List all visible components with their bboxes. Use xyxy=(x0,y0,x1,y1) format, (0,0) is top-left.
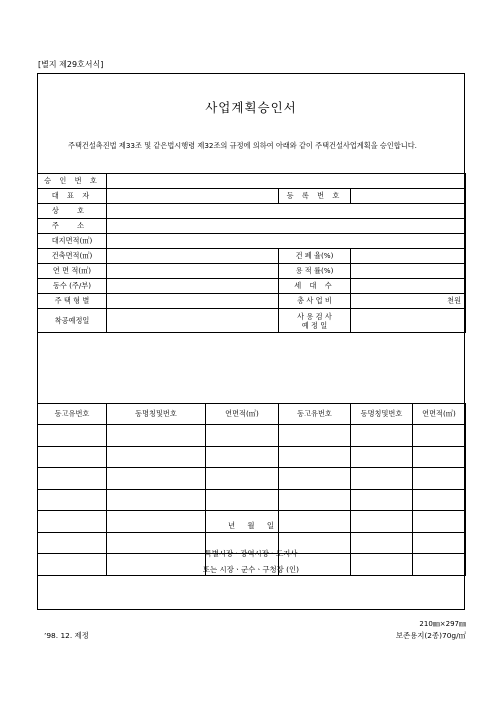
units-header: 동명칭및번호 xyxy=(107,404,206,425)
paper-size: 210㎜×297㎜ xyxy=(419,620,466,628)
unit-cell[interactable] xyxy=(206,489,279,511)
unit-cell[interactable] xyxy=(351,489,413,511)
field-buildings-floors[interactable] xyxy=(107,279,279,294)
unit-cell[interactable] xyxy=(351,425,413,447)
field-households[interactable] xyxy=(351,279,466,294)
table-row xyxy=(38,489,466,511)
unit-cell[interactable] xyxy=(413,489,466,511)
label-company: 상 호 xyxy=(38,204,107,219)
info-table xyxy=(37,173,466,333)
field-coverage-ratio[interactable] xyxy=(351,249,466,264)
label-use-inspection-date xyxy=(279,309,351,333)
unit-cell[interactable] xyxy=(279,468,351,490)
field-floor-area-ratio[interactable] xyxy=(351,264,466,279)
field-start-date[interactable] xyxy=(107,309,279,333)
unit-cell[interactable] xyxy=(206,468,279,490)
field-approval-no[interactable] xyxy=(107,174,466,189)
unit-cell[interactable] xyxy=(107,446,206,468)
unit-cell[interactable] xyxy=(38,489,107,511)
unit-cell[interactable] xyxy=(351,446,413,468)
table-row xyxy=(38,425,466,447)
label-coverage-ratio: 건 폐 율(%) xyxy=(279,249,351,264)
label-land-area: 대지면적(㎡) xyxy=(38,234,107,249)
label-building-area: 건축면적(㎡) xyxy=(38,249,107,264)
unit-cell[interactable] xyxy=(38,446,107,468)
label-address: 주 소 xyxy=(38,219,107,234)
unit-cell[interactable] xyxy=(279,446,351,468)
form-title: 사업계획승인서 xyxy=(205,100,297,115)
units-header: 연면적(㎡) xyxy=(206,404,279,425)
form-frame xyxy=(37,73,465,610)
label-floor-area-ratio: 용 적 률(%) xyxy=(279,264,351,279)
label-registration-no: 등 록 번 호 xyxy=(279,189,351,204)
field-address[interactable] xyxy=(107,219,466,234)
label-use-inspection-line2: 예 정 일 xyxy=(301,320,328,330)
label-households: 세 대 수 xyxy=(279,279,351,294)
unit-cell[interactable] xyxy=(413,425,466,447)
field-company[interactable] xyxy=(107,204,466,219)
field-housing-type[interactable] xyxy=(107,294,279,309)
label-buildings-floors: 동수 (주/부) xyxy=(38,279,107,294)
unit-cell[interactable] xyxy=(279,489,351,511)
unit-cell[interactable] xyxy=(279,425,351,447)
field-registration-no[interactable] xyxy=(351,189,466,204)
unit-cell[interactable] xyxy=(206,425,279,447)
label-representative: 대 표 자 xyxy=(38,189,107,204)
enactment-note: ’98. 12. 제정 xyxy=(44,631,89,640)
unit-cell[interactable] xyxy=(351,468,413,490)
label-approval-no: 승 인 번 호 xyxy=(38,174,107,189)
label-start-date: 착공예정일 xyxy=(38,309,107,333)
units-header-row xyxy=(38,404,466,425)
label-total-cost: 총 사 업 비 xyxy=(279,294,351,309)
field-land-area[interactable] xyxy=(107,234,466,249)
unit-cell[interactable] xyxy=(107,425,206,447)
unit-cell[interactable] xyxy=(413,446,466,468)
field-building-area[interactable] xyxy=(107,249,279,264)
field-representative[interactable] xyxy=(107,189,279,204)
label-total-floor-area: 연 면 적(㎡) xyxy=(38,264,107,279)
units-header: 동고유번호 xyxy=(279,404,351,425)
intro-text: 주택건설촉진법 제33조 및 같은법시행령 제32조의 규정에 의하여 아래와 같이 주택건설사업계획을 승인합니다. xyxy=(68,141,417,150)
field-use-inspection-date[interactable] xyxy=(351,309,466,333)
paper-type: 보존용지(2종)70g/㎡ xyxy=(395,631,466,640)
label-use-inspection-line1: 사 용 검 사 xyxy=(297,311,332,321)
authority-line-2: 또는 시장ㆍ군수ㆍ구청장 (인) xyxy=(202,565,300,574)
authority-line-1: 특별시장ㆍ광역시장ㆍ도지사 xyxy=(204,549,298,558)
unit-cell[interactable] xyxy=(38,468,107,490)
table-row xyxy=(38,446,466,468)
unit-cell[interactable] xyxy=(107,468,206,490)
field-total-floor-area[interactable] xyxy=(107,264,279,279)
unit-cell[interactable] xyxy=(206,446,279,468)
unit-cell[interactable] xyxy=(38,425,107,447)
table-row xyxy=(38,468,466,490)
form-code: [별지 제29호서식] xyxy=(38,60,104,69)
units-header: 연면적(㎡) xyxy=(413,404,466,425)
unit-cell[interactable] xyxy=(413,468,466,490)
label-housing-type: 주 택 형 별 xyxy=(38,294,107,309)
field-total-cost-unit[interactable]: 천원 xyxy=(351,294,466,309)
unit-cell[interactable] xyxy=(107,489,206,511)
units-header: 동고유번호 xyxy=(38,404,107,425)
units-header: 동명칭및번호 xyxy=(351,404,413,425)
date-line: 년 월 일 xyxy=(227,521,275,530)
